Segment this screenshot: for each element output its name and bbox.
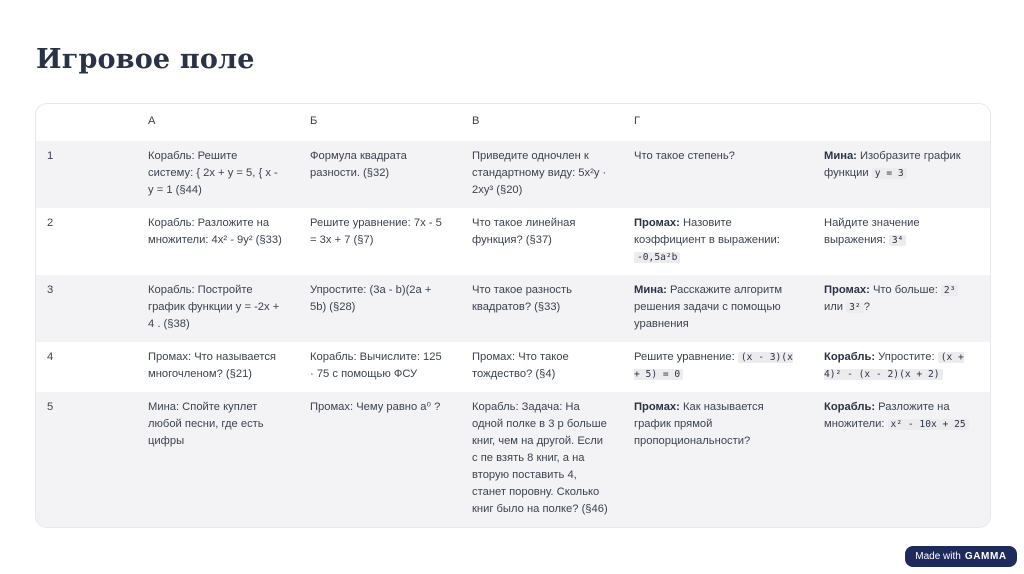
cell-text: Решите уравнение: xyxy=(634,351,738,363)
cell-text: Что больше: xyxy=(869,284,941,296)
header-cell-extra xyxy=(813,104,990,141)
table-cell: Упростите: (3a - b)(2a + 5b) (§28) xyxy=(310,284,432,313)
table-cell: Промах: Что такое тождество? (§4) xyxy=(472,351,569,380)
header-row xyxy=(36,104,990,141)
table-cell xyxy=(813,208,990,275)
table-cell: Приведите одночлен к стандартному виду: 5x²y · 2xy³ (§20) xyxy=(472,150,607,196)
header-cell-v: В xyxy=(472,115,480,127)
table-row xyxy=(36,141,990,208)
cell-text: Назовите коэффициент в выражении: xyxy=(634,217,780,246)
cell-formula: -0,5a²b xyxy=(634,252,680,263)
cell-tag: Мина: xyxy=(824,150,857,162)
table-cell xyxy=(623,275,813,342)
table-cell xyxy=(623,342,813,392)
row-number: 1 xyxy=(47,150,54,162)
table-cell xyxy=(623,392,813,528)
table-cell: Корабль: Разложите на множители: 4x² - 9y² (§33) xyxy=(148,217,282,246)
table-cell: Промах: Что называется многочленом? (§21) xyxy=(148,351,276,380)
cell-formula: y = 3 xyxy=(872,168,907,179)
header-cell-a: А xyxy=(148,115,156,127)
table-cell xyxy=(813,342,990,392)
table-cell: Что такое степень? xyxy=(634,150,735,162)
cell-formula: 3⁴ xyxy=(889,235,907,246)
badge-prefix: Made with xyxy=(915,551,961,562)
cell-text: Разложите на множители: xyxy=(824,401,950,430)
table-cell: Промах: Чему равно a⁰ ? xyxy=(310,401,441,413)
page-title: Игровое поле xyxy=(36,44,255,75)
table-cell: Корабль: Постройте график функции y = -2x + 4 . (§38) xyxy=(148,284,280,330)
table-cell xyxy=(813,141,990,208)
game-board-table xyxy=(36,104,990,528)
table-cell: Корабль: Задача: На одной полке в 3 р больше книг, чем на другой. Если с пе взять 8 книг, а на вторую поставить 4, станет поровну. Сколько книг было на полке? (§46) xyxy=(472,401,608,515)
cell-formula: (x - 3)(x + 5) = 0 xyxy=(634,352,793,380)
cell-text: Найдите значение выражения: xyxy=(824,217,920,246)
cell-text: ? xyxy=(863,301,870,313)
table-cell xyxy=(623,208,813,275)
cell-tag: Промах: xyxy=(634,401,680,413)
table-cell: Мина: Спойте куплет любой песни, где есть цифры xyxy=(148,401,264,447)
cell-tag: Промах: xyxy=(634,217,680,229)
cell-tag: Мина: xyxy=(634,284,667,296)
table-cell: Что такое разность квадратов? (§33) xyxy=(472,284,572,313)
table-cell: Корабль: Вычислите: 125 · 75 с помощью ФСУ xyxy=(310,351,442,380)
cell-tag: Корабль: xyxy=(824,401,876,413)
header-cell-g: Г xyxy=(634,115,641,127)
header-cell-b: Б xyxy=(310,115,318,127)
table-cell: Формула квадрата разности. (§32) xyxy=(310,150,407,179)
table-cell: Решите уравнение: 7x - 5 = 3x + 7 (§7) xyxy=(310,217,442,246)
row-number: 5 xyxy=(47,401,54,413)
table-row xyxy=(36,392,990,528)
cell-formula: 3² xyxy=(846,302,864,313)
cell-formula: 2³ xyxy=(941,285,959,296)
cell-formula: x² - 10x + 25 xyxy=(888,419,969,430)
row-number: 3 xyxy=(47,284,54,296)
cell-text: Упростите: xyxy=(875,351,938,363)
made-with-gamma-badge[interactable] xyxy=(905,546,1017,567)
table-row xyxy=(36,208,990,275)
cell-tag: Промах: xyxy=(824,284,870,296)
gamma-logo-text: GAMMA xyxy=(964,551,1007,562)
cell-text: Расскажите алгоритм решения задачи с помощью уравнения xyxy=(634,284,783,330)
game-board-card xyxy=(35,103,991,528)
table-cell: Что такое линейная функция? (§37) xyxy=(472,217,576,246)
cell-formula: (x + 4)² - (x - 2)(x + 2) xyxy=(824,352,964,380)
table-cell xyxy=(813,275,990,342)
row-number: 4 xyxy=(47,351,54,363)
cell-tag: Корабль: xyxy=(824,351,876,363)
row-number: 2 xyxy=(47,217,54,229)
table-cell xyxy=(813,392,990,528)
header-cell-corner xyxy=(36,104,137,141)
cell-text: Изобразите график функции xyxy=(824,150,961,179)
cell-text: или xyxy=(824,301,847,313)
table-row xyxy=(36,342,990,392)
table-cell: Корабль: Решите систему: { 2x + y = 5, { x - y = 1 (§44) xyxy=(148,150,278,196)
cell-text: Как называется график прямой пропорциональности? xyxy=(634,401,764,447)
table-row xyxy=(36,275,990,342)
